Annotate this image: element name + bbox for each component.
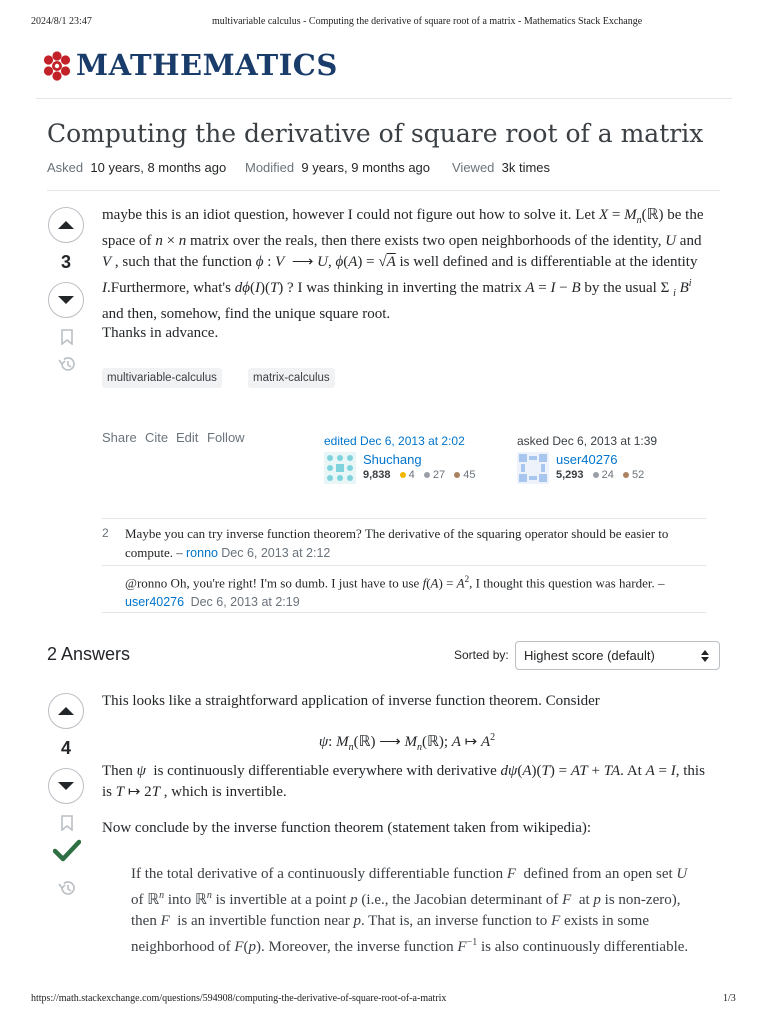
arrow-down-icon [57, 295, 75, 305]
question-body: maybe this is an idiot question, however I could not figure out how to solve it. Let $X = M_n(ℝ)$ be the space of n × n matrix over the reals, then there exists two open neighborhoods of the identity, U and V , such that the function ϕ : V ⟶ U, ϕ(A) = √A is well defined and is differentiable at the identity I.Furthermore, what's dϕ(I)(T) ? I was thinking in inverting the matrix A = I − B by the usual Σ $_i$ $B^i$ and then, somehow, find the unique square root. [102, 207, 704, 322]
editor-avatar[interactable] [324, 452, 356, 484]
comment-2-user[interactable]: user40276 [125, 595, 185, 610]
bookmark-icon[interactable] [60, 815, 74, 831]
edited-timestamp[interactable]: edited Dec 6, 2013 at 2:02 [324, 434, 465, 448]
comments-top-divider [102, 518, 706, 519]
arrow-down-icon [57, 781, 75, 791]
asked-meta: Asked 10 years, 8 months ago [47, 160, 227, 175]
asked-timestamp[interactable]: asked Dec 6, 2013 at 1:39 [517, 434, 658, 448]
asker-name[interactable]: user40276 [556, 452, 618, 467]
print-datetime: 2024/8/1 23:47 [31, 16, 92, 27]
sort-select-value: Highest score (default) [524, 648, 655, 663]
answer-downvote-button[interactable] [48, 768, 84, 804]
answer-intro: This looks like a straightforward application of inverse function theorem. Consider [102, 693, 600, 709]
comment-1: Maybe you can try inverse function theorem? The derivative of the squaring operator should be easier to compute. – ronno Dec 6, 2013 at 2:12 [125, 526, 669, 560]
header-divider [36, 98, 732, 99]
arrow-up-icon [57, 706, 75, 716]
comment-2-date[interactable]: Dec 6, 2013 at 2:19 [190, 595, 300, 610]
site-logo-icon[interactable] [42, 51, 72, 81]
answer-score: 4 [60, 738, 71, 758]
asker-reputation: 5,293 24 52 [556, 469, 645, 481]
tag-matrix-calculus[interactable]: matrix-calculus [248, 368, 335, 388]
sort-label: Sorted by: [454, 648, 509, 662]
bookmark-icon[interactable] [60, 329, 74, 345]
print-url: https://math.stackexchange.com/questions/594908/computing-the-derivative-of-square-root-of-a-matrix [31, 993, 447, 1004]
arrow-up-icon [57, 220, 75, 230]
follow-link[interactable]: Follow [207, 430, 245, 445]
sort-select[interactable] [515, 641, 720, 670]
share-link[interactable]: Share [102, 430, 137, 445]
asker-avatar[interactable] [517, 452, 549, 484]
comment-score: 2 [102, 526, 109, 540]
modified-meta: Modified 9 years, 9 months ago [245, 160, 431, 175]
answer-conclude: Now conclude by the inverse function theorem (statement taken from wikipedia): [102, 820, 592, 836]
sort-chevron-icon [701, 650, 709, 662]
comment-1-date[interactable]: Dec 6, 2013 at 2:12 [221, 546, 331, 560]
history-icon[interactable] [57, 879, 77, 897]
edit-link[interactable]: Edit [176, 430, 199, 445]
answer-display-math: ψ: $M_n(ℝ)$ ⟶ $M_n(ℝ)$; A ↦ $A^2$ [318, 732, 496, 753]
tag-multivariable-calculus[interactable]: multivariable-calculus [102, 368, 222, 388]
question-thanks: Thanks in advance. [102, 325, 219, 341]
comment-1-user[interactable]: ronno [186, 546, 218, 560]
print-page-number: 1/3 [723, 993, 736, 1004]
answers-heading: 2 Answers [47, 644, 131, 664]
editor-name[interactable]: Shuchang [363, 452, 422, 467]
answer-upvote-button[interactable] [48, 693, 84, 729]
site-name[interactable]: MATHEMATICS [76, 48, 338, 82]
title-divider [47, 190, 720, 191]
question-title[interactable]: Computing the derivative of square root of a matrix [47, 119, 704, 148]
question-score: 3 [60, 252, 71, 272]
comments-bottom-divider [102, 612, 706, 613]
history-icon[interactable] [57, 355, 77, 373]
editor-reputation: 9,838 4 27 45 [363, 469, 476, 481]
comment-2: @ronno Oh, you're right! I'm so dumb. I just have to use $f(A) = A^2$, I thought this question was harder. – user40276 Dec 6, 2013 at 2:19 [125, 574, 665, 610]
print-page-title: multivariable calculus - Computing the derivative of square root of a matrix - Mathematics Stack Exchange [212, 16, 643, 27]
question-upvote-button[interactable] [48, 207, 84, 243]
answer-derivative-paragraph: Then ψ is continuously differentiable everywhere with derivative dψ(A)(T) = AT + TA. At A = I, this is T ↦ 2T , which is invertible. [102, 763, 705, 800]
cite-link[interactable]: Cite [145, 430, 169, 445]
accepted-check-icon [53, 839, 81, 863]
viewed-meta: Viewed 3k times [452, 160, 551, 175]
wikipedia-quote-text: If the total derivative of a continuously differentiable function F defined from an open set U of ℝ$^n$ into ℝ$^n$ is invertible at a point p (i.e., the Jacobian determinant of F at p is non-zero), then F is an invertible function near p. That is, an inverse function to F exists in some neighborhood of F(p). Moreover, the inverse function $F^{-1}$ is also continuously differentiable. [131, 866, 689, 955]
question-downvote-button[interactable] [48, 282, 84, 318]
comment-divider [102, 565, 706, 566]
